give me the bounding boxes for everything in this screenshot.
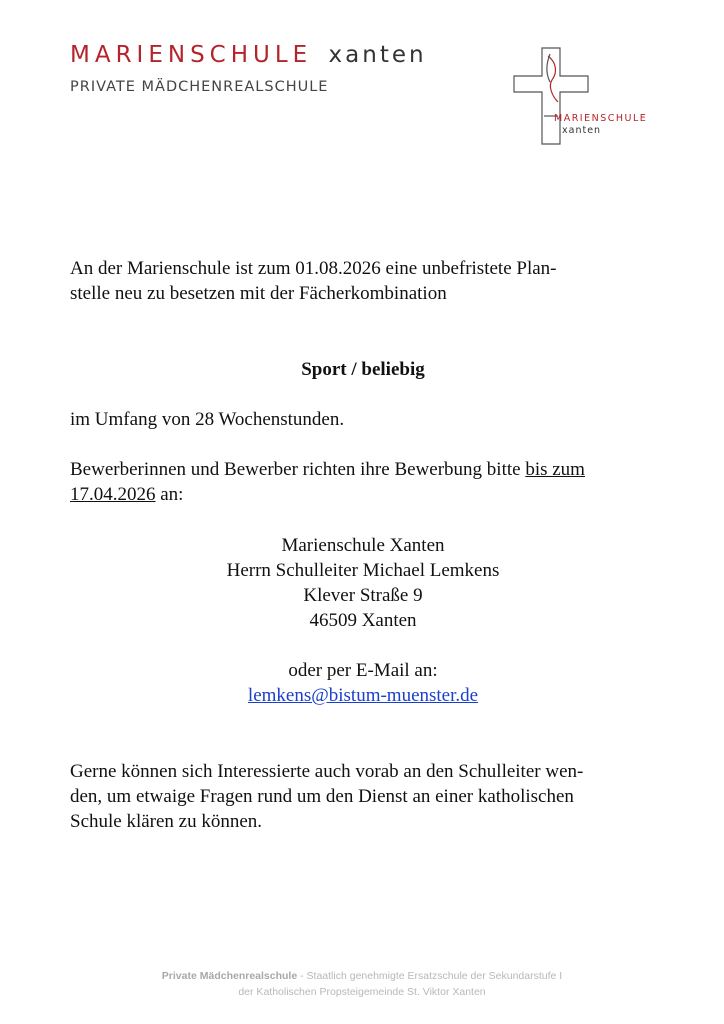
page-footer xyxy=(0,968,724,1000)
closing-line: den, um etwaige Fragen rund um den Dienst an einer katholischen xyxy=(70,786,574,807)
intro-paragraph xyxy=(70,256,656,306)
email-label: oder per E-Mail an: xyxy=(288,660,438,681)
school-subtitle: PRIVATE MÄDCHENREALSCHULE xyxy=(70,79,329,95)
closing-paragraph xyxy=(70,759,656,834)
closing-line: Gerne können sich Interessierte auch vorab an den Schulleiter wen- xyxy=(70,761,584,782)
scope-text: im Umfang von 28 Wochenstunden. xyxy=(70,409,345,430)
intro-line: stelle neu zu besetzen mit der Fächerkombination xyxy=(70,283,447,304)
intro-line: An der Marienschule ist zum 01.08.2026 eine unbefristete Plan- xyxy=(70,258,557,279)
school-name-heading xyxy=(70,42,427,68)
application-text-end: an: xyxy=(155,484,184,505)
address-city: 46509 Xanten xyxy=(309,610,417,631)
footer-school-type: Private Mädchenrealschule xyxy=(161,970,298,982)
email-block xyxy=(70,658,656,708)
logo-school-city: xanten xyxy=(562,125,602,136)
application-text: Bewerberinnen und Bewerber richten ihre Bewerbung bitte xyxy=(70,459,526,480)
logo-school-name: MARIENSCHULE xyxy=(554,113,648,124)
footer-parish: der Katholischen Propsteigemeinde St. Viktor Xanten xyxy=(238,986,486,998)
address-street: Klever Straße 9 xyxy=(303,585,423,606)
closing-line: Schule klären zu können. xyxy=(70,811,263,832)
deadline-date: 17.04.2026 xyxy=(70,484,156,505)
school-city: xanten xyxy=(328,42,427,68)
subject-combination: Sport / beliebig xyxy=(301,359,425,380)
address-name: Marienschule Xanten xyxy=(281,535,445,556)
address-block xyxy=(70,533,656,633)
email-link[interactable]: lemkens@bistum-muenster.de xyxy=(247,685,479,706)
application-paragraph xyxy=(70,457,656,507)
address-recipient: Herrn Schulleiter Michael Lemkens xyxy=(226,560,500,581)
school-name: MARIENSCHULE xyxy=(70,42,313,68)
footer-text: - Staatlich genehmigte Ersatzschule der Sekundarstufe I xyxy=(297,970,563,982)
deadline-text: bis zum xyxy=(525,459,585,480)
